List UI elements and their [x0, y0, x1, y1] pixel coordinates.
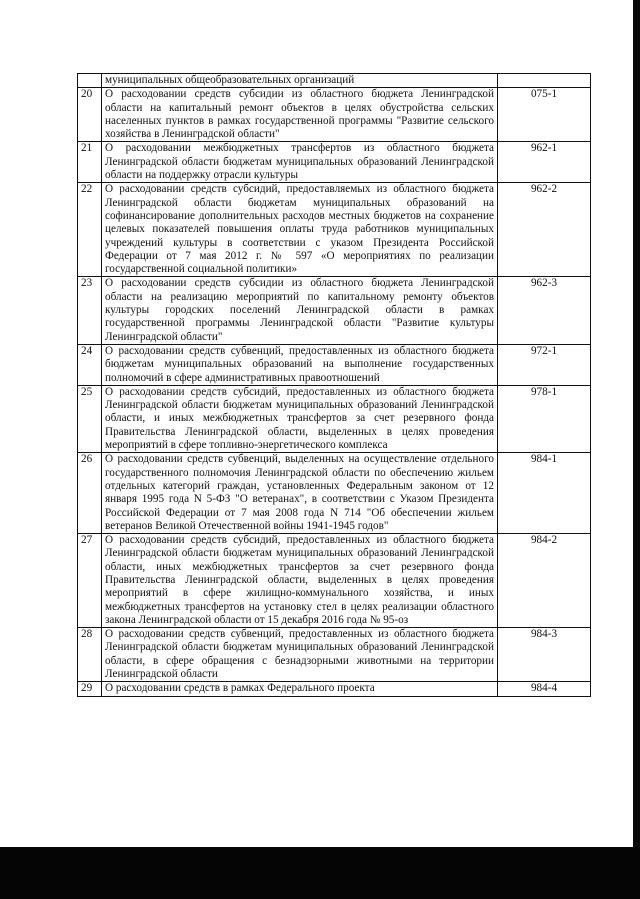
scan-edge-shadow — [633, 0, 640, 899]
table-row — [78, 628, 591, 682]
row-description: О расходовании средств субсидий, предоставленных из областного бюджета Ленинградской области бюджетам муниципальных образований Ленинградской области, и иных межбюджетных трансфертов за счет резервного фонда Правительства Ленинградской области, выделенных в целях проведения мероприятий в сфере топливно-энергетического комплекса — [102, 385, 498, 452]
row-code: 962-3 — [498, 277, 591, 344]
row-number: 28 — [78, 628, 102, 682]
row-number: 27 — [78, 534, 102, 628]
row-code — [498, 74, 591, 88]
row-description: О расходовании средств субсидий, предоставленных из областного бюджета Ленинградской области бюджетам муниципальных образований Ленинградской области, иных межбюджетных трансфертов за счет резервного фонда Правительства Ленинградской области, выделенных в целях проведения мероприятий в сфере жилищно-коммунального хозяйства, и иных межбюджетных трансфертов на установку стел в целях реализации областного закона Ленинградской области от 15 декабря 2016 года № 95-оз — [102, 534, 498, 628]
table-row — [78, 344, 591, 385]
row-description: муниципальных общеобразовательных организаций — [102, 74, 498, 88]
table-row — [78, 88, 591, 142]
row-description: О расходовании средств субвенций, предоставленных из областного бюджета Ленинградской области бюджетам муниципальных образований Ленинградской области, в сфере обращения с безнадзорными животными на территории Ленинградской области — [102, 628, 498, 682]
row-number — [78, 74, 102, 88]
row-code: 962-2 — [498, 183, 591, 277]
row-description: О расходовании средств субсидии из областного бюджета Ленинградской области на реализацию мероприятий по капитальному ремонту объектов культуры городских поселений Ленинградской области в рамках государственной программы Ленинградской области "Развитие культуры Ленинградской области" — [102, 277, 498, 344]
table-row — [78, 74, 591, 88]
row-number: 29 — [78, 682, 102, 696]
row-code: 972-1 — [498, 344, 591, 385]
table-row — [78, 682, 591, 696]
row-description: О расходовании средств субвенций, выделенных на осуществление отдельного государственного полномочия Ленинградской области по обеспечению жильем отдельных категорий граждан, установленных Федеральным законом от 12 января 1995 года N 5-ФЗ "О ветеранах", в соответствии с Указом Президента Российской Федерации от 7 мая 2008 года N 714 "Об обеспечении жильем ветеранов Великой Отечественной войны 1941-1945 годов" — [102, 453, 498, 534]
row-number: 24 — [78, 344, 102, 385]
row-number: 20 — [78, 88, 102, 142]
row-number: 22 — [78, 183, 102, 277]
row-code: 075-1 — [498, 88, 591, 142]
row-code: 984-1 — [498, 453, 591, 534]
row-number: 26 — [78, 453, 102, 534]
row-number: 25 — [78, 385, 102, 452]
row-description: О расходовании средств в рамках Федерального проекта — [102, 682, 498, 696]
scan-bottom-shadow — [0, 847, 640, 899]
row-description: О расходовании средств субсидий, предоставляемых из областного бюджета Ленинградской области бюджетам муниципальных образований на софинансирование дополнительных расходов местных бюджетов на сохранение целевых показателей повышения оплаты труда работников муниципальных учреждений культуры в соответствии с указом Президента Российской Федерации от 7 мая 2012 г. № 597 «О мероприятиях по реализации государственной социальной политики» — [102, 183, 498, 277]
row-number: 23 — [78, 277, 102, 344]
row-code: 984-4 — [498, 682, 591, 696]
row-code: 984-2 — [498, 534, 591, 628]
row-code: 962-1 — [498, 142, 591, 183]
row-description: О расходовании средств субвенций, предоставленных из областного бюджета бюджетам муниципальных образований на выполнение государственных полномочий в сфере административных правоотношений — [102, 344, 498, 385]
row-number: 21 — [78, 142, 102, 183]
table-row — [78, 277, 591, 344]
table-row — [78, 183, 591, 277]
row-code: 984-3 — [498, 628, 591, 682]
row-description: О расходовании средств субсидии из областного бюджета Ленинградской области на капитальный ремонт объектов в целях обустройства сельских населенных пунктов в рамках государственной программы "Развитие сельского хозяйства в Ленинградской области" — [102, 88, 498, 142]
report-forms-table — [77, 73, 591, 697]
table-row — [78, 142, 591, 183]
row-description: О расходовании межбюджетных трансфертов из областного бюджета Ленинградской области бюджетам муниципальных образований Ленинградской области на поддержку отрасли культуры — [102, 142, 498, 183]
table-row — [78, 534, 591, 628]
table-row — [78, 385, 591, 452]
table-row — [78, 453, 591, 534]
row-code: 978-1 — [498, 385, 591, 452]
